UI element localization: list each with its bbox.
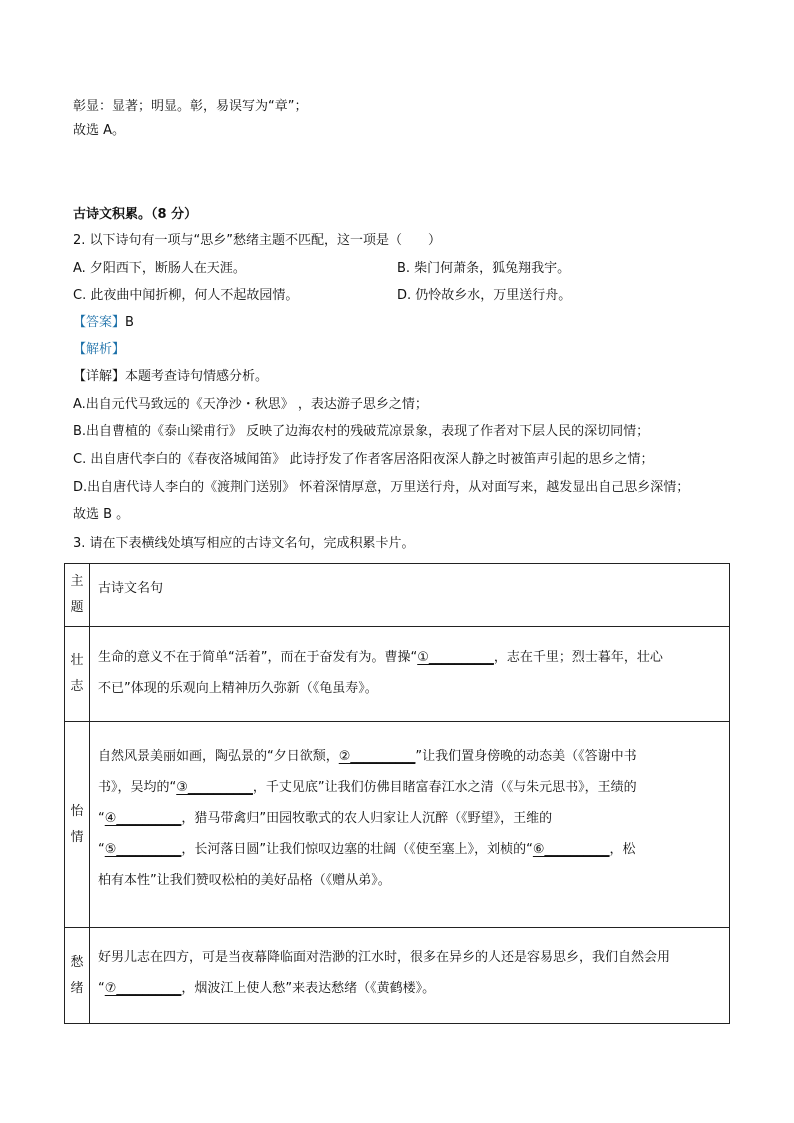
table-row-sorrow bbox=[65, 928, 730, 1024]
q2-conclusion: 故选 B 。 bbox=[73, 507, 130, 522]
note-b: B.出自曹植的《泰山梁甫行》 反映了边海农村的残破荒凉景象，表现了作者对下层人民的深切同情； bbox=[73, 424, 650, 439]
blank-5[interactable]: ⑤__________ bbox=[104, 842, 182, 857]
answer-line bbox=[73, 314, 134, 332]
table-row-pleasure bbox=[65, 722, 730, 928]
theme-char: 情 bbox=[70, 829, 84, 845]
question-3-stem: 3. 请在下表横线处填写相应的古诗文名句，完成积累卡片。 bbox=[73, 536, 415, 551]
row-text: ，松 bbox=[609, 842, 636, 857]
blank-4[interactable]: ④__________ bbox=[104, 811, 182, 826]
theme-cell-ambition bbox=[65, 627, 90, 722]
row-text: 好男儿志在四方，可是当夜幕降临面对浩渺的江水时，很多在异乡的人还是容易思乡，我们自然会用 bbox=[98, 950, 671, 965]
theme-char: 壮 bbox=[70, 653, 84, 668]
option-d: D. 仍怜故乡水，万里送行舟。 bbox=[397, 288, 572, 303]
theme-char: 志 bbox=[70, 679, 84, 694]
theme-header-cell bbox=[65, 564, 90, 627]
intro-line-2: 故选 A。 bbox=[73, 123, 126, 138]
content-cell-pleasure bbox=[90, 722, 730, 928]
row-text: “ bbox=[98, 981, 105, 996]
theme-header-char-2: 题 bbox=[70, 600, 84, 615]
theme-cell-sorrow bbox=[65, 928, 90, 1024]
note-d: D.出自唐代诗人李白的《渡荆门送别》 怀着深情厚意，万里送行舟，从对面写来，越发显出自己思乡深情； bbox=[73, 480, 690, 495]
option-c: C. 此夜曲中闻折柳，何人不起故园情。 bbox=[73, 288, 299, 303]
option-b: B. 柴门何萧条，狐兔翔我宇。 bbox=[397, 261, 571, 276]
table-header-row bbox=[65, 564, 730, 627]
row-text: “ bbox=[98, 811, 105, 826]
section-title: 古诗文积累。（8 分） bbox=[73, 207, 198, 222]
row-text: 自然风景美丽如画，陶弘景的“夕日欲颓， bbox=[98, 749, 339, 764]
answer-tag: 【答案】 bbox=[73, 315, 126, 330]
row-text: 书》，吴均的“ bbox=[98, 780, 177, 795]
note-c: C. 出自唐代李白的《春夜洛城闻笛》 此诗抒发了作者客居洛阳夜深人静之时被笛声引起的思乡之情； bbox=[73, 452, 654, 467]
blank-1[interactable]: ①__________ bbox=[417, 650, 494, 665]
blank-6[interactable]: ⑥__________ bbox=[532, 842, 610, 857]
row-text: ，志在千里；烈士暮年，壮心 bbox=[493, 650, 663, 665]
blank-7[interactable]: ⑦__________ bbox=[104, 981, 182, 996]
blank-2[interactable]: ②__________ bbox=[338, 749, 416, 764]
blank-3[interactable]: ③__________ bbox=[176, 780, 253, 795]
intro-line-1: 彰显：显著；明显。彰，易误写为“章”； bbox=[73, 99, 308, 114]
row-text: 柏有本性”让我们赞叹松柏的美好品格（《赠从弟》。 bbox=[98, 873, 391, 888]
accumulation-card-table bbox=[64, 563, 730, 1024]
theme-cell-pleasure bbox=[65, 722, 90, 928]
row-text: 不已”体现的乐观向上精神历久弥新（《龟虽寿》。 bbox=[98, 681, 378, 696]
content-cell-sorrow bbox=[90, 928, 730, 1024]
question-2-stem: 2. 以下诗句有一项与“思乡”愁绪主题不匹配，这一项是（ ） bbox=[73, 233, 442, 248]
row-text: “ bbox=[98, 842, 105, 857]
content-cell-ambition bbox=[90, 627, 730, 722]
row-text: ，猎马带禽归”田园牧歌式的农人归家让人沉醉（《野望》，王维的 bbox=[181, 811, 553, 826]
content-header-cell: 古诗文名句 bbox=[90, 564, 730, 627]
option-a: A. 夕阳西下，断肠人在天涯。 bbox=[73, 261, 246, 276]
row-text: ，烟波江上使人愁”来表达愁绪（《黄鹤楼》。 bbox=[181, 981, 436, 996]
row-text: ，千丈见底”让我们仿佛目睹富春江水之清（《与朱元思书》，王绩的 bbox=[252, 780, 637, 795]
row-text: ，长河落日圆”让我们惊叹边塞的壮阔（《使至塞上》，刘桢的“ bbox=[181, 842, 533, 857]
theme-char: 绪 bbox=[70, 980, 84, 996]
row-text: ”让我们置身傍晚的动态美（《答谢中书 bbox=[415, 749, 637, 764]
table-row-ambition bbox=[65, 627, 730, 722]
theme-header-char-1: 主 bbox=[70, 574, 84, 589]
detail-line: 【详解】本题考查诗句情感分析。 bbox=[73, 369, 269, 384]
row-text: 生命的意义不在于简单“活着”，而在于奋发有为。曹操“ bbox=[98, 650, 418, 665]
note-a: A.出自元代马致远的《天净沙・秋思》 ，表达游子思乡之情； bbox=[73, 397, 428, 412]
theme-char: 愁 bbox=[70, 954, 84, 970]
theme-char: 怡 bbox=[70, 803, 84, 819]
analysis-tag: 【解析】 bbox=[73, 342, 126, 357]
answer-value: B bbox=[125, 315, 134, 330]
